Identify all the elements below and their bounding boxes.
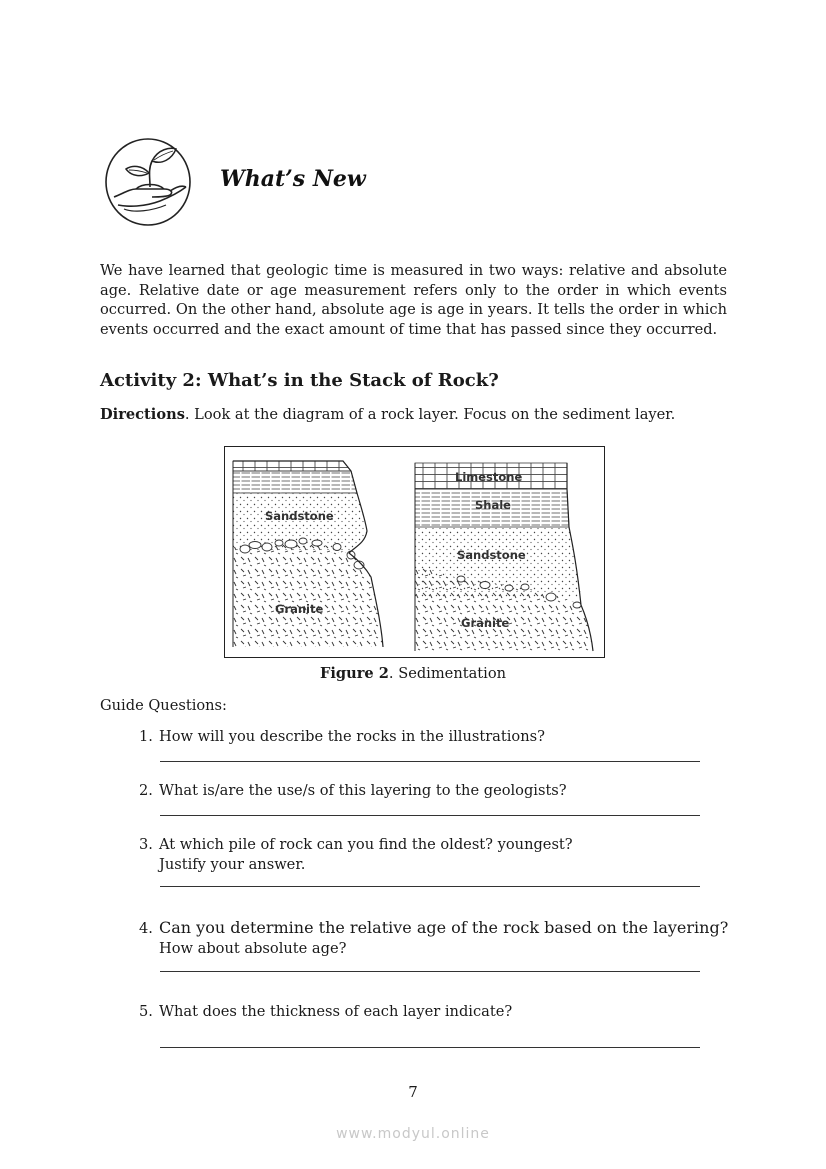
directions-text: . Look at the diagram of a rock layer. Focus on the sediment layer. — [184, 406, 676, 423]
question-number: 1. — [139, 728, 153, 745]
question-number: 4. — [139, 920, 153, 937]
left-label-granite: Granite — [275, 602, 324, 616]
question-5 — [139, 1002, 512, 1022]
page-number: 7 — [408, 1083, 418, 1101]
answer-line-2[interactable] — [160, 815, 700, 816]
plant-in-hand-icon — [104, 137, 192, 227]
question-text: What is/are the use/s of this layering to the geologists? — [159, 782, 567, 799]
directions-label: Directions — [100, 406, 185, 423]
intro-paragraph: We have learned that geologic time is measured in two ways: relative and absolute age. Relative date or age measurement refers only to the order in which events occurred. On the other hand, absolute age is age in years. It tells the order in which events occurred and the exact amount of time that has passed since they occurred. — [100, 262, 727, 338]
directions — [100, 406, 675, 423]
right-rock-panel — [415, 463, 593, 651]
question-number: 2. — [139, 782, 153, 799]
question-3 — [139, 835, 573, 874]
question-subtext: How about absolute age? — [159, 939, 347, 957]
caption-label: Figure 2 — [319, 665, 389, 682]
question-text: How will you describe the rocks in the illustrations? — [159, 728, 545, 745]
guide-heading: Guide Questions: — [100, 697, 227, 714]
figure-caption — [0, 665, 826, 682]
left-label-sandstone: Sandstone — [265, 509, 334, 523]
sedimentation-figure — [224, 446, 605, 658]
answer-line-4[interactable] — [160, 971, 700, 972]
left-rock-panel — [233, 461, 383, 647]
right-label-limestone: Limestone — [455, 470, 523, 484]
question-subtext: Justify your answer. — [159, 855, 306, 873]
right-label-shale: Shale — [475, 498, 511, 512]
answer-line-1[interactable] — [160, 761, 700, 762]
question-4 — [139, 918, 728, 958]
question-number: 3. — [139, 836, 153, 853]
section-title: What’s New — [220, 166, 366, 192]
question-2 — [139, 781, 567, 801]
answer-line-3[interactable] — [160, 886, 700, 887]
question-text: At which pile of rock can you find the oldest? youngest? — [159, 836, 573, 853]
watermark: www.modyul.online — [336, 1126, 490, 1142]
answer-line-5[interactable] — [160, 1047, 700, 1048]
right-label-sandstone: Sandstone — [457, 548, 526, 562]
activity-title: Activity 2: What’s in the Stack of Rock? — [100, 370, 499, 391]
right-label-granite: Granite — [461, 616, 510, 630]
question-1 — [139, 727, 545, 747]
question-number: 5. — [139, 1003, 153, 1020]
question-text: Can you determine the relative age of the rock based on the layering? — [159, 918, 729, 937]
caption-text: . Sedimentation — [388, 665, 506, 682]
question-text: What does the thickness of each layer indicate? — [159, 1003, 513, 1020]
